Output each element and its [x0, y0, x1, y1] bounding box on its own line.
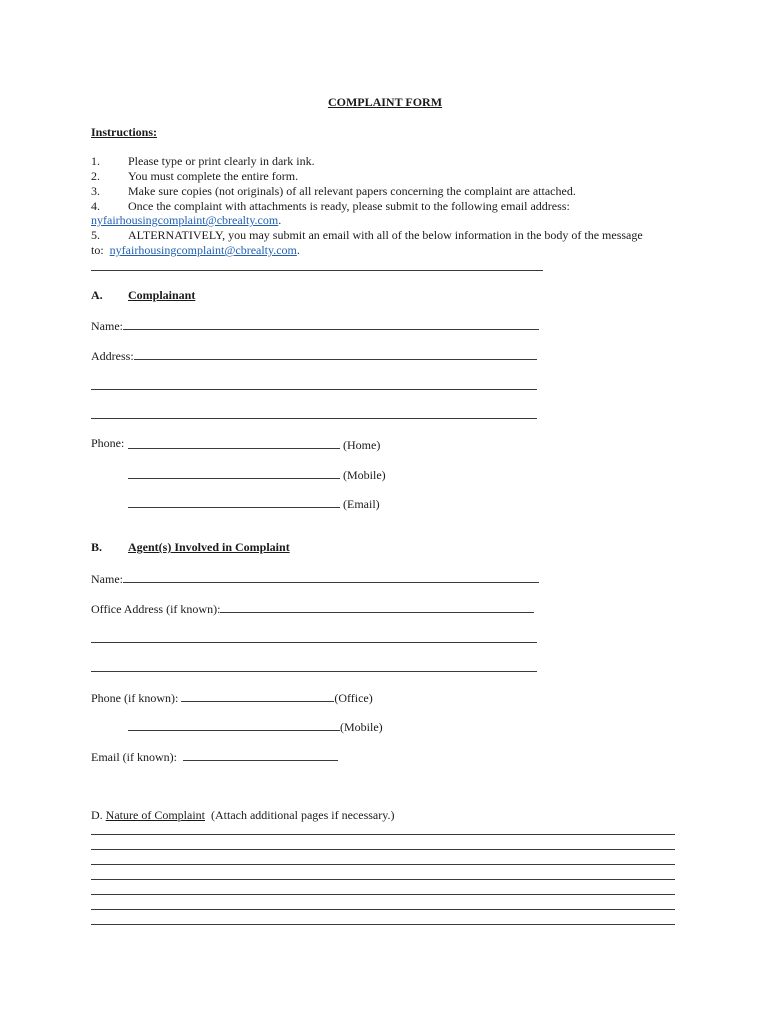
complaint-email-link-2[interactable]: nyfairhousingcomplaint@cbrealty.com — [109, 243, 297, 257]
agent-email-row — [91, 748, 338, 764]
home-phone-field[interactable] — [128, 436, 340, 449]
complaint-text-line[interactable] — [91, 879, 675, 880]
complainant-name-field[interactable] — [123, 317, 539, 330]
email-line-2 — [91, 243, 300, 257]
office-address-label: Office Address (if known): — [91, 602, 221, 616]
complaint-text-line[interactable] — [91, 849, 675, 850]
complainant-email-field[interactable] — [128, 495, 340, 508]
section-b-letter: B. — [91, 540, 103, 554]
instruction-text: You must complete the entire form. — [128, 169, 299, 183]
complainant-address-field[interactable] — [134, 347, 537, 360]
mobile-phone-field[interactable] — [128, 466, 340, 479]
phone-label: Phone: — [91, 436, 125, 450]
section-a-title: Complainant — [128, 288, 196, 302]
office-phone-field[interactable] — [181, 689, 334, 702]
email-row — [128, 495, 380, 511]
section-d-note: (Attach additional pages if necessary.) — [210, 808, 395, 822]
complaint-text-line[interactable] — [91, 834, 675, 835]
complaint-text-line[interactable] — [91, 909, 675, 910]
section-d-heading — [91, 808, 394, 822]
period: . — [278, 213, 282, 227]
complainant-address-line-2[interactable] — [91, 389, 537, 390]
agent-email-field[interactable] — [183, 748, 338, 761]
instructions-heading: Instructions: — [91, 125, 158, 139]
instruction-number: 4. — [91, 199, 100, 213]
to-label: to: — [91, 243, 104, 257]
mobile-label: (Mobile) — [343, 468, 386, 482]
complaint-text-line[interactable] — [91, 924, 675, 925]
agent-phone-row — [91, 689, 373, 705]
email-label: (Email) — [343, 497, 380, 511]
agent-name-field[interactable] — [123, 570, 539, 583]
complainant-address-line-3[interactable] — [91, 418, 537, 419]
office-address-line-3[interactable] — [91, 671, 537, 672]
email-line-1 — [91, 213, 281, 227]
section-d-prefix: D. — [91, 808, 103, 822]
agent-name-row — [91, 570, 539, 586]
complaint-email-link[interactable]: nyfairhousingcomplaint@cbrealty.com — [91, 213, 279, 227]
agent-office-address-row — [91, 600, 534, 616]
agent-mobile-field[interactable] — [128, 718, 340, 731]
office-label: (Office) — [334, 691, 373, 705]
address-label: Address: — [91, 349, 134, 363]
mobile-phone-row — [128, 466, 386, 482]
section-d-title: Nature of Complaint — [105, 808, 205, 822]
agent-mobile-label: (Mobile) — [340, 720, 383, 734]
agent-phone-label: Phone (if known): — [91, 691, 179, 705]
complainant-address-row — [91, 347, 537, 363]
agent-name-label: Name: — [91, 572, 123, 586]
agent-mobile-row — [128, 718, 383, 734]
complainant-name-row — [91, 317, 539, 333]
complainant-phone-row — [91, 436, 124, 450]
section-b-title: Agent(s) Involved in Complaint — [128, 540, 290, 554]
office-address-field[interactable] — [220, 600, 534, 613]
complaint-text-line[interactable] — [91, 864, 675, 865]
instruction-number: 5. — [91, 228, 100, 242]
home-phone-row — [128, 436, 380, 452]
instruction-text: Once the complaint with attachments is ready, please submit to the following email address: — [128, 199, 570, 213]
instruction-text: Please type or print clearly in dark ink. — [128, 154, 315, 168]
divider-rule — [91, 270, 543, 271]
office-address-line-2[interactable] — [91, 642, 537, 643]
instruction-number: 1. — [91, 154, 100, 168]
period: . — [296, 243, 300, 257]
complaint-text-line[interactable] — [91, 894, 675, 895]
instruction-number: 2. — [91, 169, 100, 183]
instruction-text: ALTERNATIVELY, you may submit an email with all of the below information in the body of the message — [128, 228, 643, 242]
instruction-text: Make sure copies (not originals) of all relevant papers concerning the complaint are attached. — [128, 184, 576, 198]
name-label: Name: — [91, 319, 123, 333]
section-a-letter: A. — [91, 288, 103, 302]
agent-email-label: Email (if known): — [91, 750, 177, 764]
form-title: COMPLAINT FORM — [327, 95, 443, 109]
home-label: (Home) — [343, 438, 381, 452]
instruction-number: 3. — [91, 184, 100, 198]
